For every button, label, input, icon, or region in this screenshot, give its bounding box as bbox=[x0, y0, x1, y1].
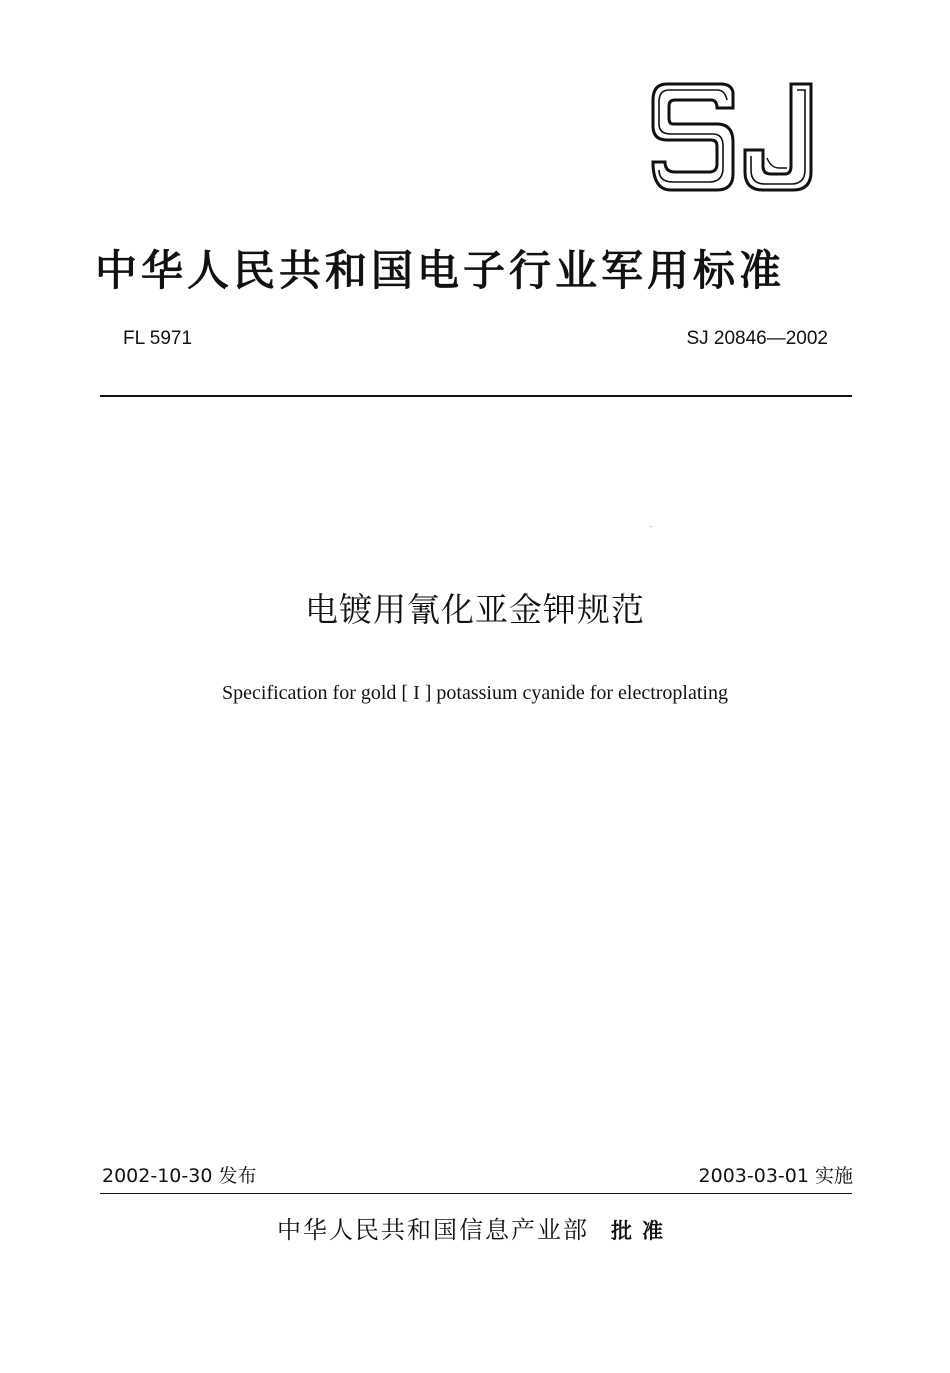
standard-number: SJ 20846—2002 bbox=[686, 328, 828, 349]
scan-speck bbox=[650, 526, 652, 527]
issuing-body: 中华人民共和国信息产业部 bbox=[277, 1216, 589, 1244]
header-divider bbox=[100, 395, 852, 397]
footer-divider bbox=[100, 1193, 852, 1194]
classification-code: FL 5971 bbox=[123, 328, 193, 349]
issue-date: 2002-10-30 发布 bbox=[102, 1165, 257, 1187]
standard-type-heading: 中华人民共和国电子行业军用标准 bbox=[95, 246, 786, 295]
document-title-english: Specification for gold [ I ] potassium cyanide for electroplating bbox=[222, 682, 728, 704]
effective-date: 2003-03-01 实施 bbox=[698, 1165, 853, 1187]
approval-label: 批准 bbox=[611, 1219, 673, 1243]
approval-line bbox=[0, 1212, 950, 1249]
document-title-chinese: 电镀用氰化亚金钾规范 bbox=[305, 590, 645, 629]
sj-standard-logo-icon bbox=[645, 78, 825, 198]
